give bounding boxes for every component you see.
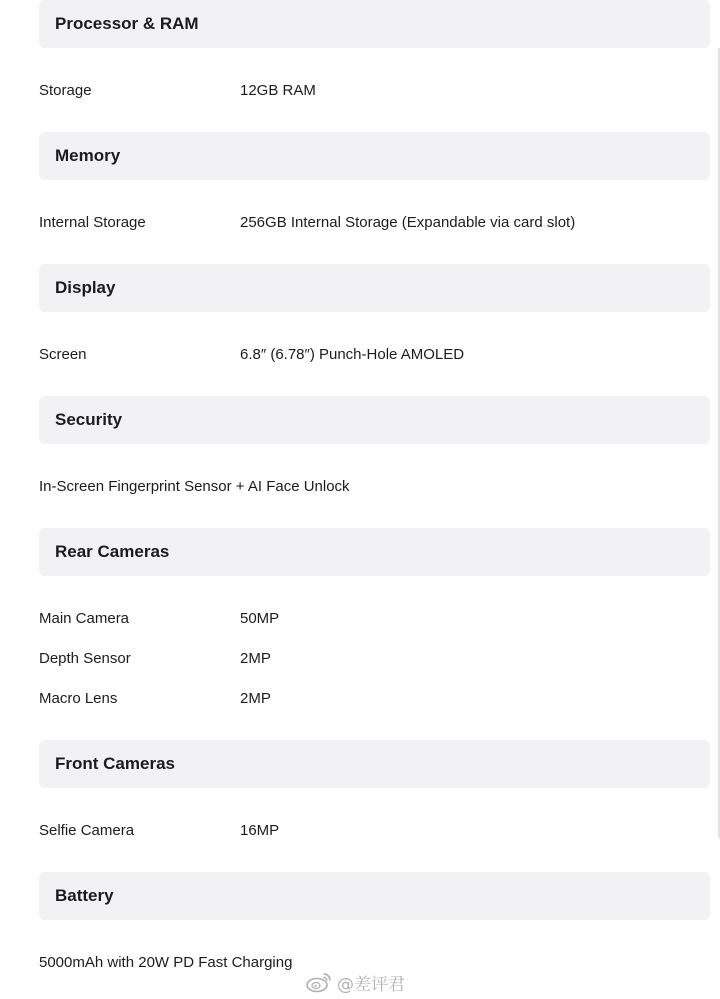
section-header-front-cameras <box>39 740 710 788</box>
spec-row-depth-sensor <box>39 647 710 671</box>
spec-value: 6.8″ (6.78″) Punch-Hole AMOLED <box>240 346 465 363</box>
spec-row-selfie-camera <box>39 819 710 843</box>
spec-text: In-Screen Fingerprint Sensor + AI Face Unlock <box>39 478 350 495</box>
section-title: Display <box>55 278 116 297</box>
spec-value: 2MP <box>240 650 271 667</box>
section-header-memory <box>39 132 710 180</box>
section-title: Security <box>55 410 123 429</box>
section-title: Memory <box>55 146 121 165</box>
spec-label: Selfie Camera <box>39 822 135 839</box>
spec-value: 50MP <box>240 610 280 627</box>
section-header-rear-cameras <box>39 528 710 576</box>
spec-label: Main Camera <box>39 610 130 627</box>
spec-label: Internal Storage <box>39 214 146 231</box>
section-title: Front Cameras <box>55 754 175 773</box>
watermark-text: @差评君 <box>337 974 405 995</box>
section-title: Processor & RAM <box>55 14 199 33</box>
section-header-display <box>39 264 710 312</box>
section-title: Rear Cameras <box>55 542 170 561</box>
spec-label: Screen <box>39 346 87 363</box>
spec-value: 256GB Internal Storage (Expandable via card slot) <box>240 214 576 231</box>
section-header-security <box>39 396 710 444</box>
watermark <box>305 968 405 996</box>
spec-row-screen <box>39 343 710 367</box>
spec-value: 2MP <box>240 690 271 707</box>
spec-row-macro-lens <box>39 687 710 711</box>
spec-value: 16MP <box>240 822 280 839</box>
spec-label: Depth Sensor <box>39 650 131 667</box>
spec-row-internal-storage <box>39 211 710 235</box>
spec-text: 5000mAh with 20W PD Fast Charging <box>39 954 293 971</box>
section-title: Battery <box>55 886 114 905</box>
spec-label: Macro Lens <box>39 690 118 707</box>
section-header-battery <box>39 872 710 920</box>
spec-row-security <box>39 475 710 499</box>
section-header-processor-ram <box>39 0 710 48</box>
weibo-logo-icon <box>305 971 333 993</box>
spec-value: 12GB RAM <box>240 82 316 99</box>
spec-row-storage <box>39 79 710 103</box>
spec-label: Storage <box>39 82 92 99</box>
spec-row-main-camera <box>39 607 710 631</box>
